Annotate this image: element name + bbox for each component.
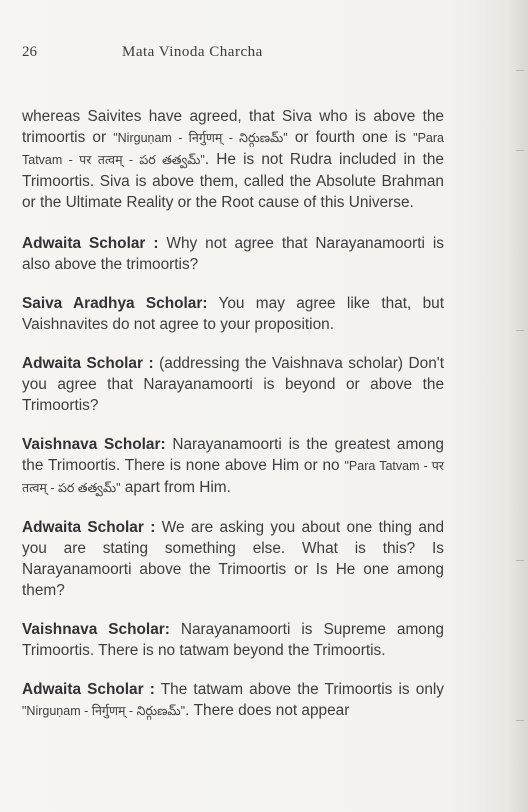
quoted-term: "Nirguṇam - निर्गुणम् - నిర్గుణమ్" (113, 131, 288, 145)
speaker-label: Vaishnava Scholar: (22, 436, 166, 453)
dialogue-paragraph (22, 679, 444, 722)
quoted-term: "Nirguṇam - निर्गुणम् - నిర్గుణమ్" (22, 704, 186, 718)
dialogue-text: Narayanamoorti is the greatest among the Trimoortis. There is none above Him or no (22, 436, 444, 474)
speaker-label: Adwaita Scholar : (22, 519, 156, 536)
dialogue-paragraph (22, 619, 444, 661)
paragraph-text: whereas Saivites have agreed, that Siva who is above the trimoortis or (22, 108, 444, 146)
dialogue-text: Why not agree that Narayanamoorti is also above the trimoortis? (22, 235, 444, 273)
dialogue-text: apart from Him. (120, 479, 231, 496)
speaker-label: Adwaita Scholar : (22, 681, 155, 698)
quoted-term: "Para Tatvam - पर तत्वम् - పర తత్వమ్" (22, 131, 444, 167)
dialogue-paragraph (22, 233, 444, 275)
body-text (22, 106, 444, 740)
speaker-label: Adwaita Scholar : (22, 355, 154, 372)
dialogue-paragraph (22, 517, 444, 601)
page-number: 26 (22, 44, 37, 60)
quoted-term: "Para Tatvam - पर तत्वम् - పర తత్వమ్" (22, 459, 445, 495)
page-edge-mark (516, 560, 524, 561)
speaker-label: Saiva Aradhya Scholar: (22, 295, 208, 312)
dialogue-text: . There does not appear (185, 702, 350, 719)
dialogue-text: We are asking you about one thing and you are stating something else. What is this? Is Narayanamoorti above the Trimoortis or Is He one among them? (22, 519, 445, 599)
page-edge-mark (516, 150, 524, 151)
dialogue-text: You may agree like that, but Vaishnavites do not agree to your proposition. (22, 295, 444, 333)
speaker-label: Vaishnava Scholar: (22, 621, 170, 638)
paragraph-text: . He is not Rudra included in the Trimoortis. Siva is above them, called the Absolute Brahman or the Ultimate Reality or the Root cause of this Universe. (22, 151, 444, 211)
dialogue-text: Narayanamoorti is Supreme among Trimoortis. There is no tatwam beyond the Trimoortis. (22, 621, 444, 659)
running-head: Mata Vinoda Charcha (122, 44, 263, 60)
page-header (22, 44, 488, 68)
page-edge-mark (516, 720, 524, 721)
dialogue-paragraph (22, 293, 444, 335)
speaker-label: Adwaita Scholar : (22, 235, 159, 252)
paragraph-text: or fourth one is (287, 129, 414, 146)
dialogue-text: The tatwam above the Trimoortis is only (154, 681, 445, 698)
dialogue-text: (addressing the Vaishnava scholar) Don't you agree that Narayanamoorti is beyond or above the Trimoortis? (22, 355, 444, 414)
page-edge-mark (516, 330, 524, 331)
dialogue-paragraph (22, 434, 444, 499)
dialogue-paragraph (22, 353, 444, 416)
paragraph (22, 106, 444, 213)
page-edge-mark (516, 70, 524, 71)
